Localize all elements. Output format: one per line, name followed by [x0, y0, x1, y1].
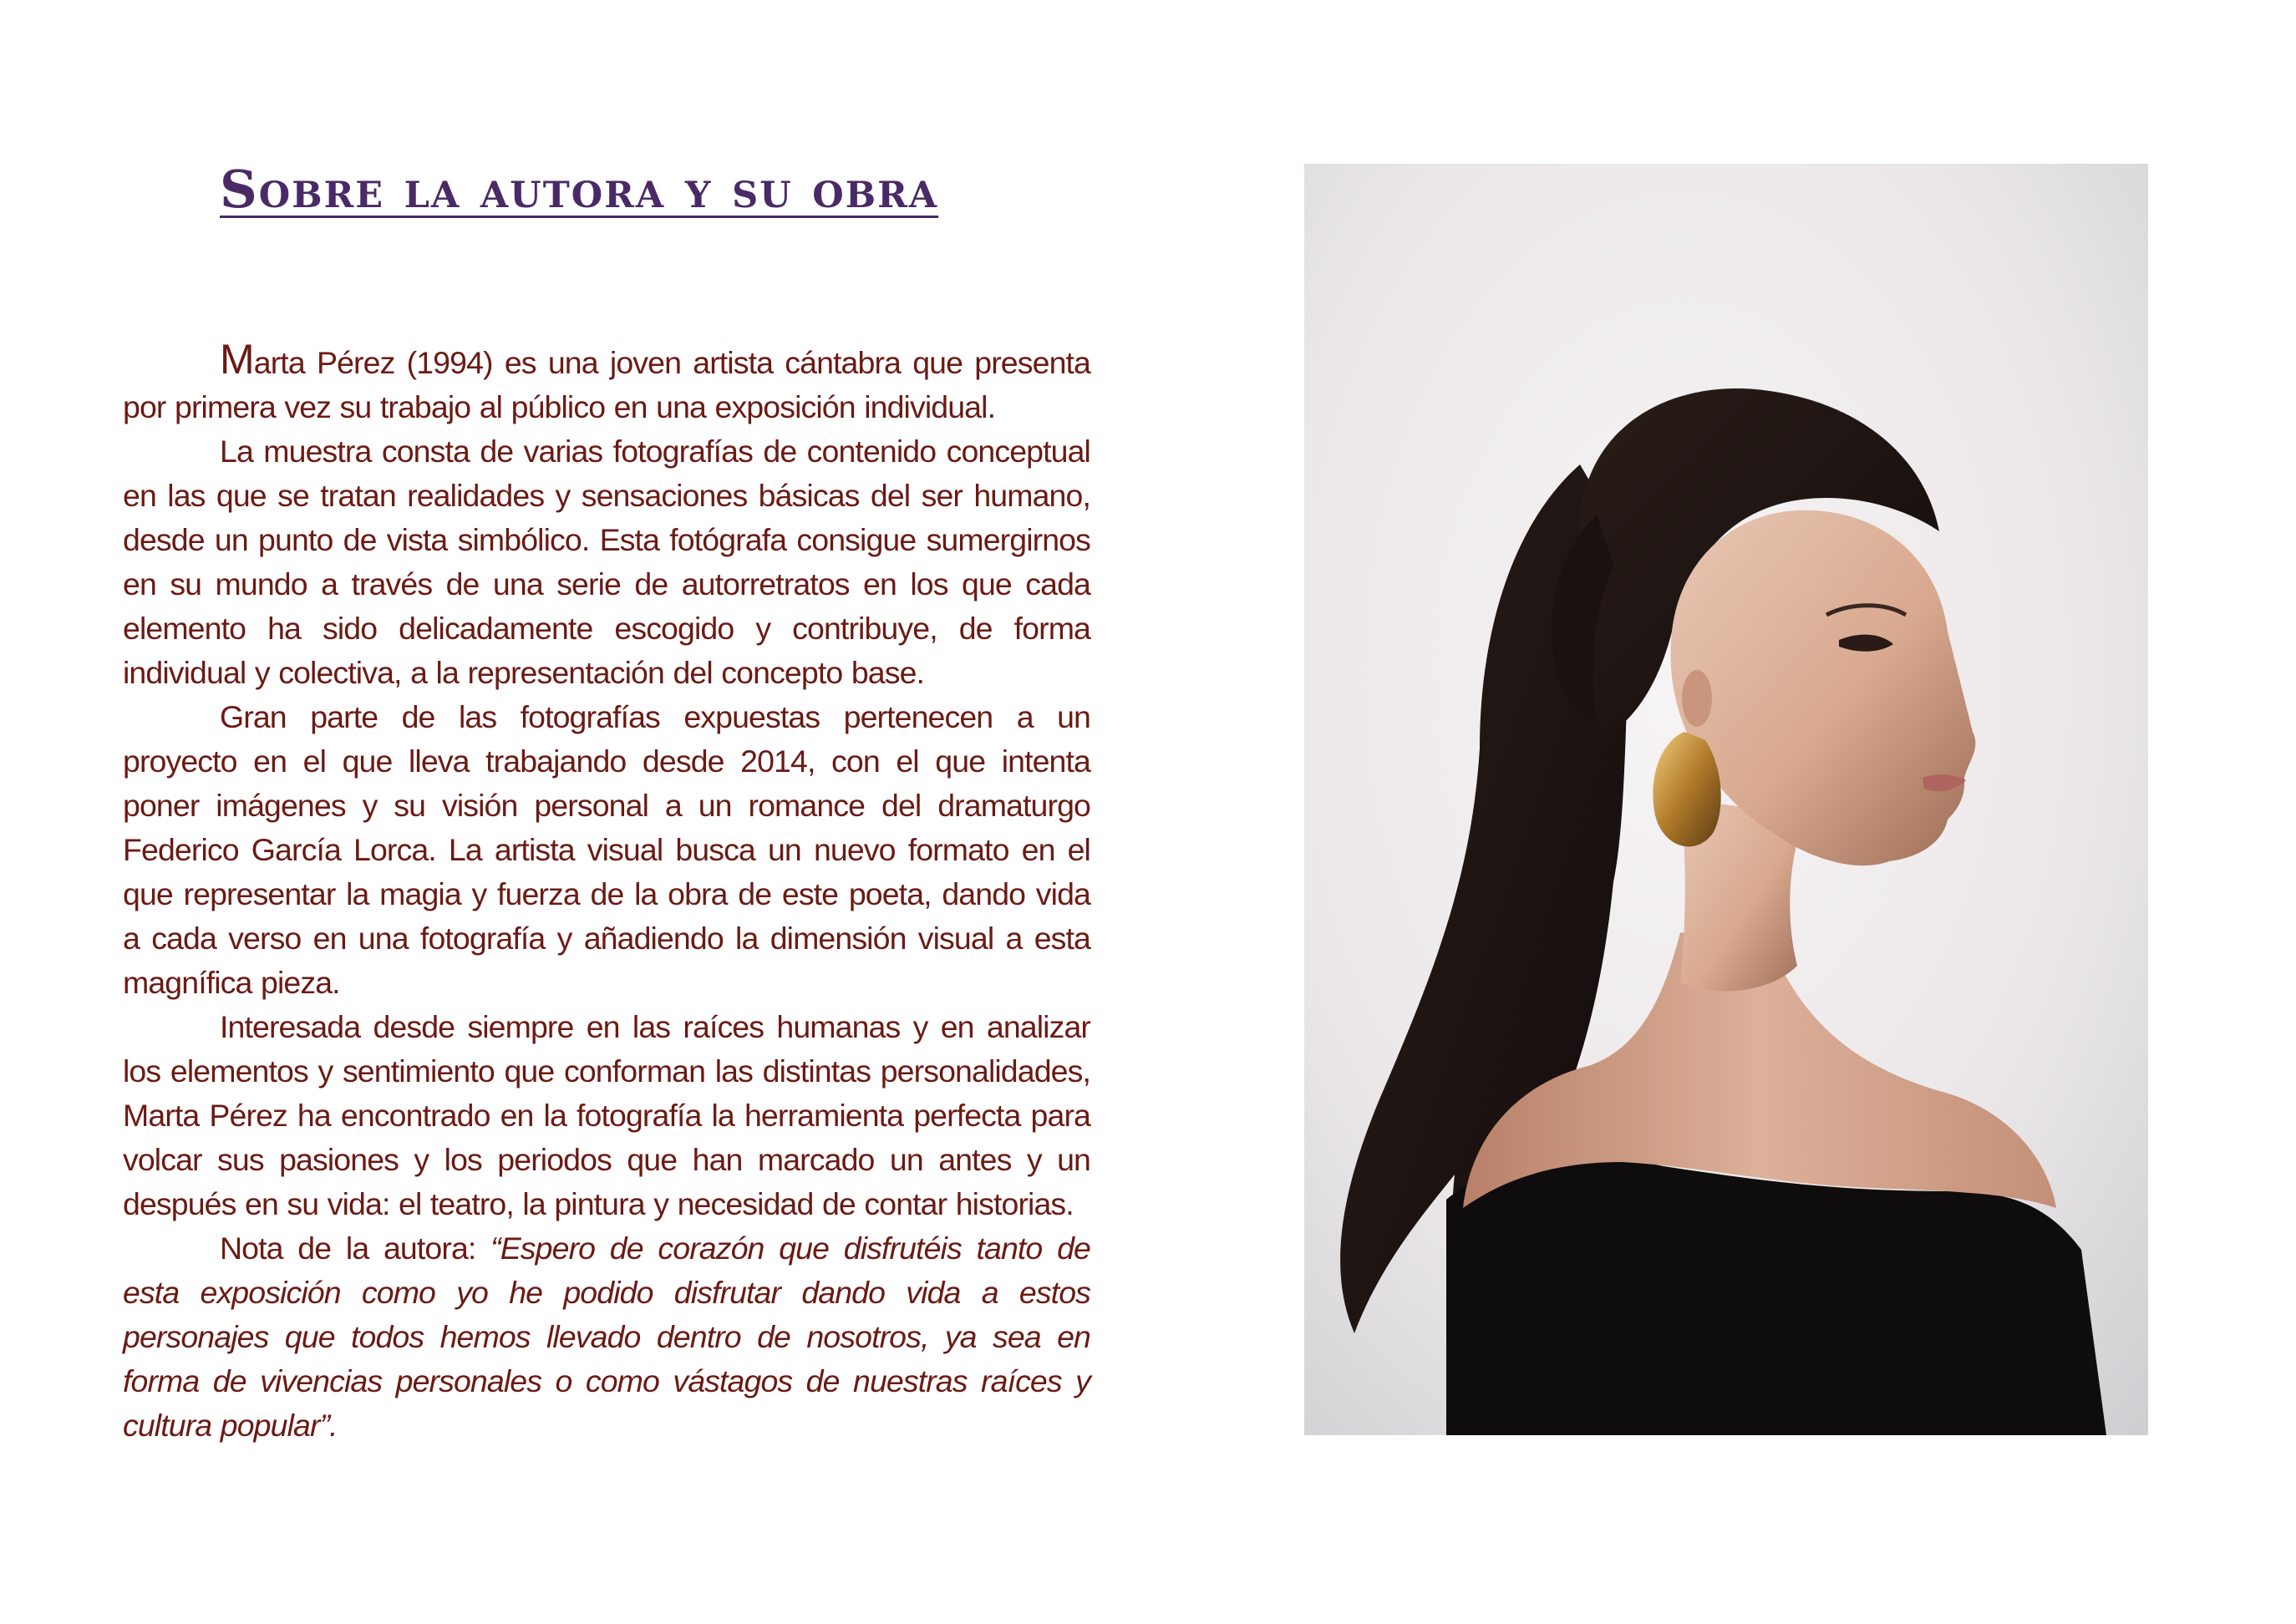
- portrait-photo-icon: [1304, 164, 2148, 1435]
- page-title: Sobre la autora y su obra: [220, 159, 939, 220]
- paragraph-exhibition: La muestra consta de varias fotografías de contenido conceptual en las que se tratan realidades y sensaciones básicas del ser humano, desde un punto de vista simbólico. Esta fotógrafa consigue sumergirnos en su mundo a través de una serie de autorretratos en los que cada elemento ha sido delicadamente escogido y contribuye, de forma individual y colectiva, a la representación del concepto base.: [123, 434, 1090, 690]
- paragraph-author-note: [123, 1226, 1090, 1448]
- paragraph-intro-text: arta Pérez (1994) es una joven artista cántabra que presenta por primera vez su trabajo al público en una exposición individual.: [123, 345, 1090, 424]
- author-note-quote: “Espero de corazón que disfrutéis tanto de esta exposición como yo he podido disfrutar dando vida a estos personajes que todos hemos llevado dentro de nosotros, ya sea en forma de vivencias personales o como vástagos de nuestras raíces y cultura popular”.: [123, 1231, 1090, 1443]
- author-note-intro: Nota de la autora:: [220, 1231, 491, 1266]
- article-body: [123, 337, 1090, 1448]
- portrait-photo: [1304, 164, 2148, 1435]
- paragraph-intro: [123, 337, 1090, 429]
- drop-cap: M: [220, 336, 254, 383]
- paragraph-project: Gran parte de las fotografías expuestas pertenecen a un proyecto en el que lleva trabajando desde 2014, con el que intenta poner imágenes y su visión personal a un romance del dramaturgo Federico García Lorca. La artista visual busca un nuevo formato en el que representar la magia y fuerza de la obra de este poeta, dando vida a cada verso en una fotografía y añadiendo la dimensión visual a esta magnífica pieza.: [123, 699, 1090, 1000]
- paragraph-interests: Interesada desde siempre en las raíces humanas y en analizar los elementos y sentimiento que conforman las distintas personalidades, Marta Pérez ha encontrado en la fotografía la herramienta perfecta para volcar sus pasiones y los periodos que han marcado un antes y un después en su vida: el teatro, la pintura y necesidad de contar historias.: [123, 1009, 1090, 1221]
